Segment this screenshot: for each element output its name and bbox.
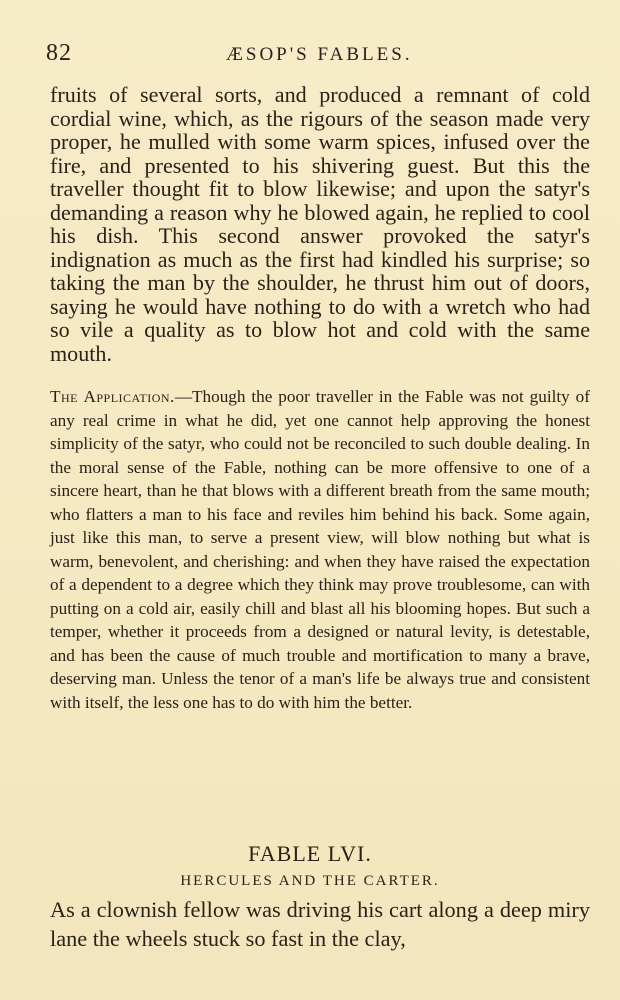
application-text: —Though the poor traveller in the Fable was not guilty of any real crime in what he did, yet one cannot help approving the honest simplicity of the satyr, who could not be reconciled to such double dealing. In the moral sense of the Fable, nothing can be more offensive to one of a sincere heart, than he that blows with a different breath from the same mouth; who flatters a man to his face and reviles him behind his back. Some again, just like this man, to serve a present view, will blow nothing but what is warm, benevolent, and cherishing: and when they have raised the expectation of a dependent to a degree which they think may prove troublesome, can with putting on a cold air, easily chill and blast all his blooming hopes. But such a temper, whether it proceeds from a designed or natural levity, is detestable, and has been the cause of much trouble and mortification to many a brave, deserving man. Unless the tenor of a man's life be always true and consistent with itself, the less one has to do with him the better. bbox=[50, 387, 590, 712]
fable-body-paragraph: fruits of several sorts, and produced a remnant of cold cordial wine, which, as the rigours of the season made very proper, he mulled with some warm spices, infused over the fire, and presented to his shivering guest. But this the traveller thought fit to blow likewise; and upon the satyr's demanding a reason why he blowed again, he replied to cool his dish. This second answer provoked the satyr's indignation as much as the first had kindled his surprise; so taking the man by the shoulder, he thrust him out of doors, saying he would have nothing to do with a wretch who had so vile a quality as to blow hot and cold with the same mouth. bbox=[50, 82, 590, 366]
fable-title: FABLE LVI. bbox=[248, 841, 372, 866]
application-label: The Application. bbox=[50, 387, 175, 406]
application-paragraph bbox=[50, 385, 590, 714]
page-number: 82 bbox=[46, 40, 72, 66]
fable-opening-paragraph: As a clownish fellow was driving his cart along a deep miry lane the wheels stuck so fast in the clay, bbox=[50, 897, 590, 951]
page-header bbox=[46, 40, 586, 70]
running-head: ÆSOP'S FABLES. bbox=[226, 44, 413, 65]
fable-subtitle: HERCULES AND THE CARTER. bbox=[180, 873, 440, 889]
